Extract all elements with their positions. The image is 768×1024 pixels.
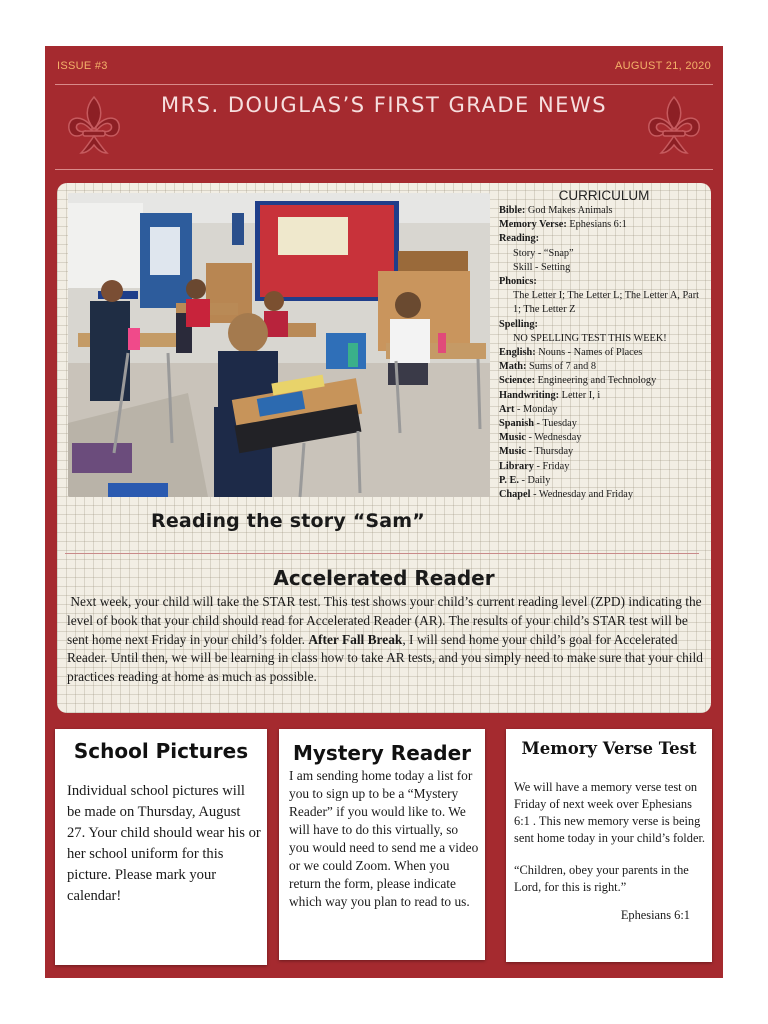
curriculum-memory-verse: Memory Verse: Ephesians 6:1 — [499, 219, 627, 231]
memory-verse-quote: “Children, obey your parents in the Lord, for this is right.” — [514, 863, 689, 894]
curriculum-reading-story: Story - “Snap” — [513, 247, 574, 259]
memory-verse-test-body: We will have a memory verse test on Friday of next week over Ephesians 6:1 . This new memory verse is being sent home today in your child’s folder. — [514, 780, 705, 845]
curriculum-reading: Reading: — [499, 233, 540, 245]
curriculum-pe: P. E. - Daily — [499, 474, 551, 486]
curriculum-art: Art - Monday — [499, 403, 558, 415]
curriculum-spanish: Spanish - Tuesday — [499, 418, 577, 430]
curriculum-science: Science: Engineering and Technology — [499, 375, 657, 387]
school-pictures-title: School Pictures — [73, 739, 249, 763]
curriculum-box — [499, 187, 709, 502]
curriculum-reading-skill: Skill - Setting — [513, 261, 571, 273]
curriculum-phonics: Phonics: — [499, 276, 537, 288]
fleur-de-lis-icon — [643, 91, 705, 161]
curriculum-phonics-value: The Letter I; The Letter L; The Letter A, Part 1; The Letter Z — [513, 290, 700, 316]
newsletter-page — [45, 46, 723, 978]
mystery-reader-title: Mystery Reader — [292, 741, 472, 765]
curriculum-bible: Bible: God Makes Animals — [499, 205, 613, 216]
curriculum-title: CURRICULUM — [558, 188, 650, 203]
curriculum-handwriting: Handwriting: Letter I, i — [499, 389, 601, 401]
memory-verse-reference: Ephesians 6:1 — [620, 908, 690, 922]
classroom-illustration — [68, 193, 490, 497]
curriculum-chapel: Chapel - Wednesday and Friday — [499, 489, 633, 501]
curriculum-music-wednesday: Music - Wednesday — [499, 432, 582, 444]
accelerated-reader-body: Next week, your child will take the STAR test. This test shows your child’s current reading level (ZPD) indicating the level of book that your child should read for Accelerated Reader (AR). The results of your child’s STAR test will be sent home next Friday in your child’s folder. After Fall Break, I will send home your child’s goal for Accelerated Reader. Until then, we will be learning in class how to take AR tests, and you simply need to make sure that your child practices reading at home as much as possible. — [67, 594, 703, 685]
curriculum-spelling: Spelling: — [499, 318, 538, 330]
school-pictures-body: Individual school pictures will be made on Thursday, August 27. Your child should wear his or her school uniform for this picture. Please mark your calendar! — [67, 783, 261, 904]
mystery-reader-card — [279, 729, 485, 960]
mystery-reader-body: I am sending home today a list for you to sign up to be a “Mystery Reader” if you would like to. We will have to do this virtually, so you would need to send me a video or we could Zoom. When you return the form, please indicate which way you plan to read to us. — [289, 768, 479, 909]
memory-verse-test-content — [514, 779, 710, 924]
memory-verse-test-card — [506, 729, 712, 962]
section-divider — [65, 553, 699, 554]
curriculum-spelling-value: NO SPELLING TEST THIS WEEK! — [513, 332, 667, 344]
curriculum-music-thursday: Music - Thursday — [499, 446, 574, 458]
classroom-photo — [68, 193, 490, 497]
curriculum-library: Library - Friday — [499, 460, 570, 472]
photo-caption: Reading the story “Sam” — [151, 510, 425, 532]
main-panel — [57, 183, 711, 713]
curriculum-english: English: Nouns - Names of Places — [499, 347, 643, 359]
curriculum-math: Math: Sums of 7 and 8 — [499, 361, 596, 373]
school-pictures-card — [55, 729, 267, 965]
accelerated-reader-title: Accelerated Reader — [273, 566, 495, 590]
issue-date: AUGUST 21, 2020 — [614, 60, 711, 72]
newsletter-title: MRS. DOUGLAS’S FIRST GRADE NEWS — [160, 93, 608, 117]
masthead — [55, 84, 713, 170]
issue-number: ISSUE #3 — [57, 60, 108, 72]
memory-verse-test-title: Memory Verse Test — [521, 739, 697, 758]
